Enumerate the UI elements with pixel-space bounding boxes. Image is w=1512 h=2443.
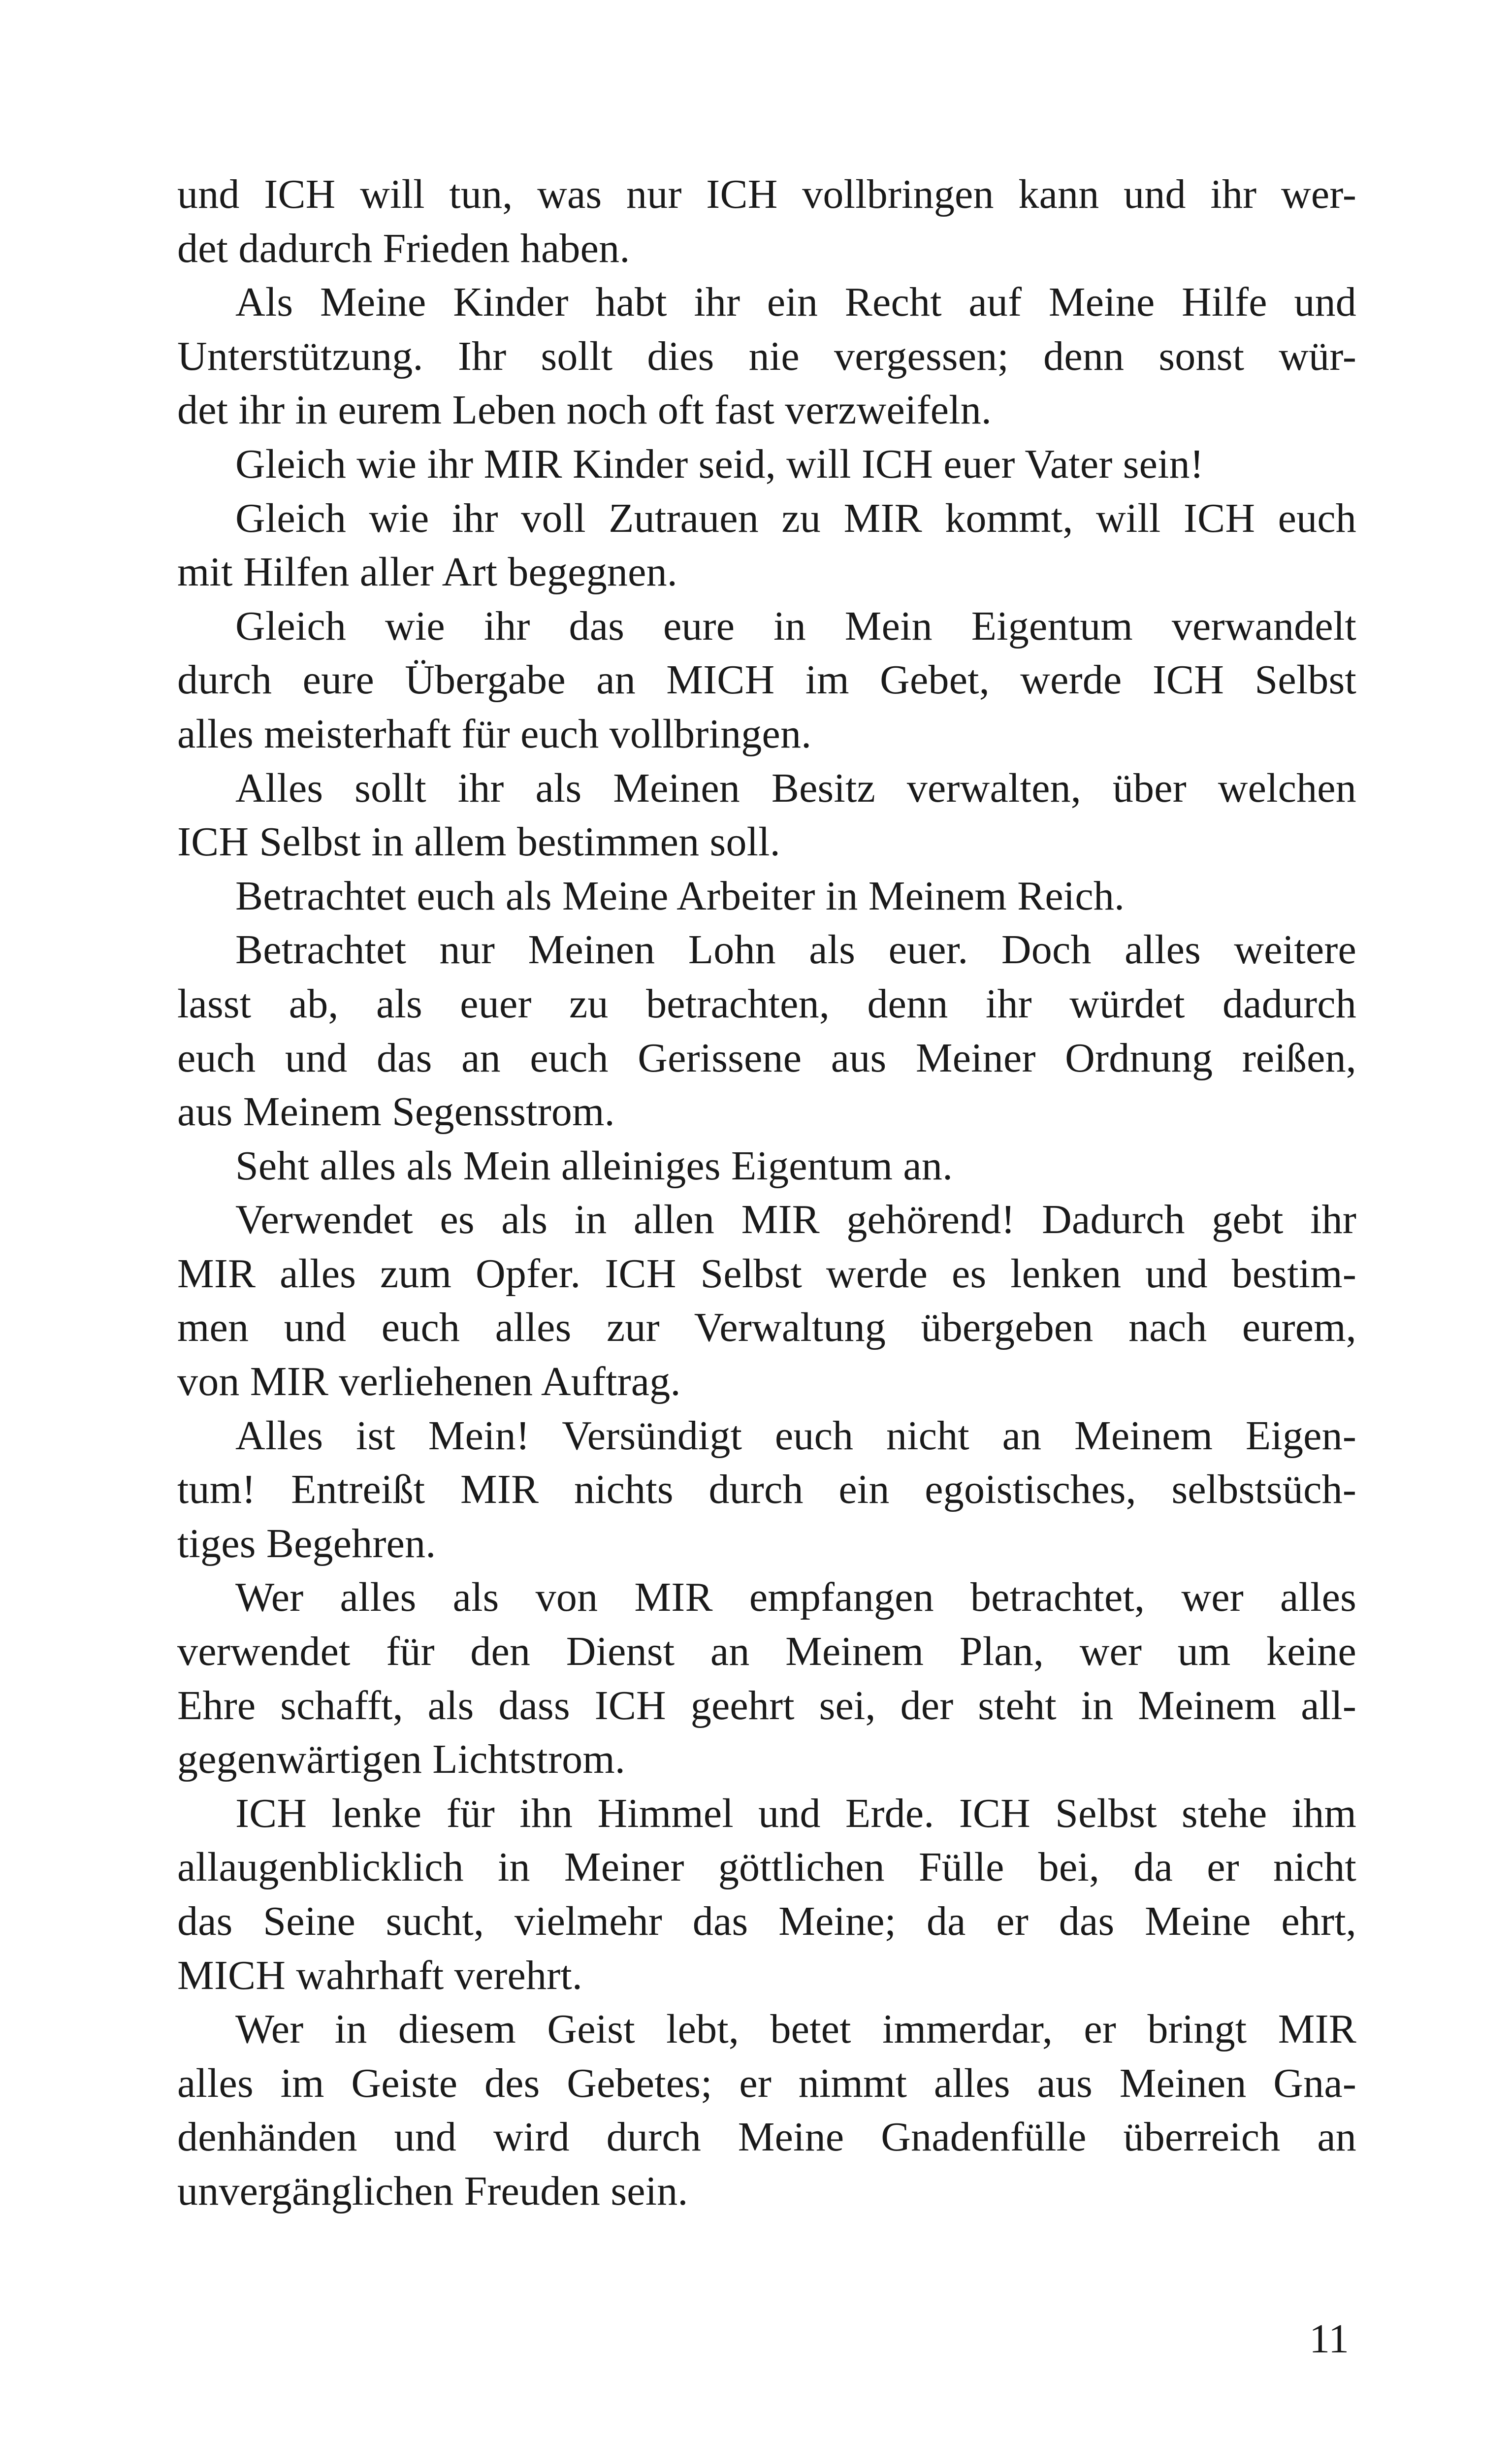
text-line: aus Meinem Segensstrom. [177,1089,615,1135]
text-line: allaugenblicklich in Meiner göttlichen Fülle bei, da er nicht [177,1844,1356,1890]
paragraph [177,167,1356,275]
text-line: verwendet für den Dienst an Meinem Plan, wer um keine [177,1629,1356,1675]
paragraph [177,275,1356,437]
text-line: denhänden und wird durch Meine Gnadenfülle überreich an [177,2114,1356,2160]
text-line: MIR alles zum Opfer. ICH Selbst werde es lenken und bestim- [177,1250,1356,1297]
text-line: Gleich wie ihr voll Zutrauen zu MIR kommt, will ICH euch [235,495,1356,541]
page-number: 11 [1309,2316,1349,2362]
text-line: Betrachtet nur Meinen Lohn als euer. Doch alles weitere [235,927,1356,973]
text-line: mit Hilfen aller Art begegnen. [177,549,678,595]
paragraph [177,923,1356,1139]
text-line: Alles sollt ihr als Meinen Besitz verwalten, über welchen [235,765,1356,811]
text-line: ICH Selbst in allem bestimmen soll. [177,819,780,865]
text-line: lasst ab, als euer zu betrachten, denn ihr würdet dadurch [177,980,1356,1027]
text-line: det ihr in eurem Leben noch oft fast verzweifeln. [177,387,992,433]
text-line: durch eure Übergabe an MICH im Gebet, werde ICH Selbst [177,657,1356,703]
paragraph [177,1409,1356,1571]
text-line: Wer alles als von MIR empfangen betrachtet, wer alles [235,1574,1356,1621]
paragraph [177,2002,1356,2218]
text-line: ICH lenke für ihn Himmel und Erde. ICH Selbst stehe ihm [235,1790,1356,1836]
text-line: gegenwärtigen Lichtstrom. [177,1736,626,1783]
text-line: das Seine sucht, vielmehr das Meine; da er das Meine ehrt, [177,1898,1356,1944]
text-line: unvergänglichen Freuden sein. [177,2168,688,2214]
paragraph [177,1139,1356,1193]
text-line: men und euch alles zur Verwaltung übergeben nach eurem, [177,1304,1356,1351]
text-line: MICH wahrhaft verehrt. [177,1952,583,1998]
text-line: Wer in diesem Geist lebt, betet immerdar, er bringt MIR [235,2006,1356,2052]
text-line: von MIR verliehenen Auftrag. [177,1359,681,1405]
paragraph [177,437,1356,491]
paragraph [177,1787,1356,2002]
text-line: tum! Entreißt MIR nichts durch ein egoistisches, selbstsüch- [177,1466,1356,1513]
paragraph [177,1570,1356,1786]
text-line: Ehre schafft, als dass ICH geehrt sei, der steht in Meinem all- [177,1682,1356,1728]
paragraph [177,869,1356,923]
text-line: Unterstützung. Ihr sollt dies nie vergessen; denn sonst wür- [177,333,1356,379]
text-line: Gleich wie ihr das eure in Mein Eigentum verwandelt [235,603,1356,649]
paragraph [177,599,1356,761]
paragraph [177,761,1356,869]
text-line: tiges Begehren. [177,1520,436,1566]
text-line: euch und das an euch Gerissene aus Meiner Ordnung reißen, [177,1035,1356,1081]
text-line: alles meisterhaft für euch vollbringen. [177,711,812,757]
text-line: Als Meine Kinder habt ihr ein Recht auf Meine Hilfe und [235,279,1356,326]
text-line: Gleich wie ihr MIR Kinder seid, will ICH euer Vater sein! [235,441,1204,487]
paragraph [177,491,1356,599]
page-body [177,167,1356,2218]
text-line: alles im Geiste des Gebetes; er nimmt alles aus Meinen Gna- [177,2060,1356,2106]
text-line: Betrachtet euch als Meine Arbeiter in Meinem Reich. [235,873,1125,919]
text-line: det dadurch Frieden haben. [177,225,630,271]
text-line: Verwendet es als in allen MIR gehörend! Dadurch gebt ihr [235,1197,1356,1243]
text-line: Seht alles als Mein alleiniges Eigentum an. [235,1142,953,1189]
paragraph [177,1193,1356,1408]
text-line: Alles ist Mein! Versündigt euch nicht an Meinem Eigen- [235,1412,1356,1459]
text-line: und ICH will tun, was nur ICH vollbringen kann und ihr wer- [177,171,1356,217]
